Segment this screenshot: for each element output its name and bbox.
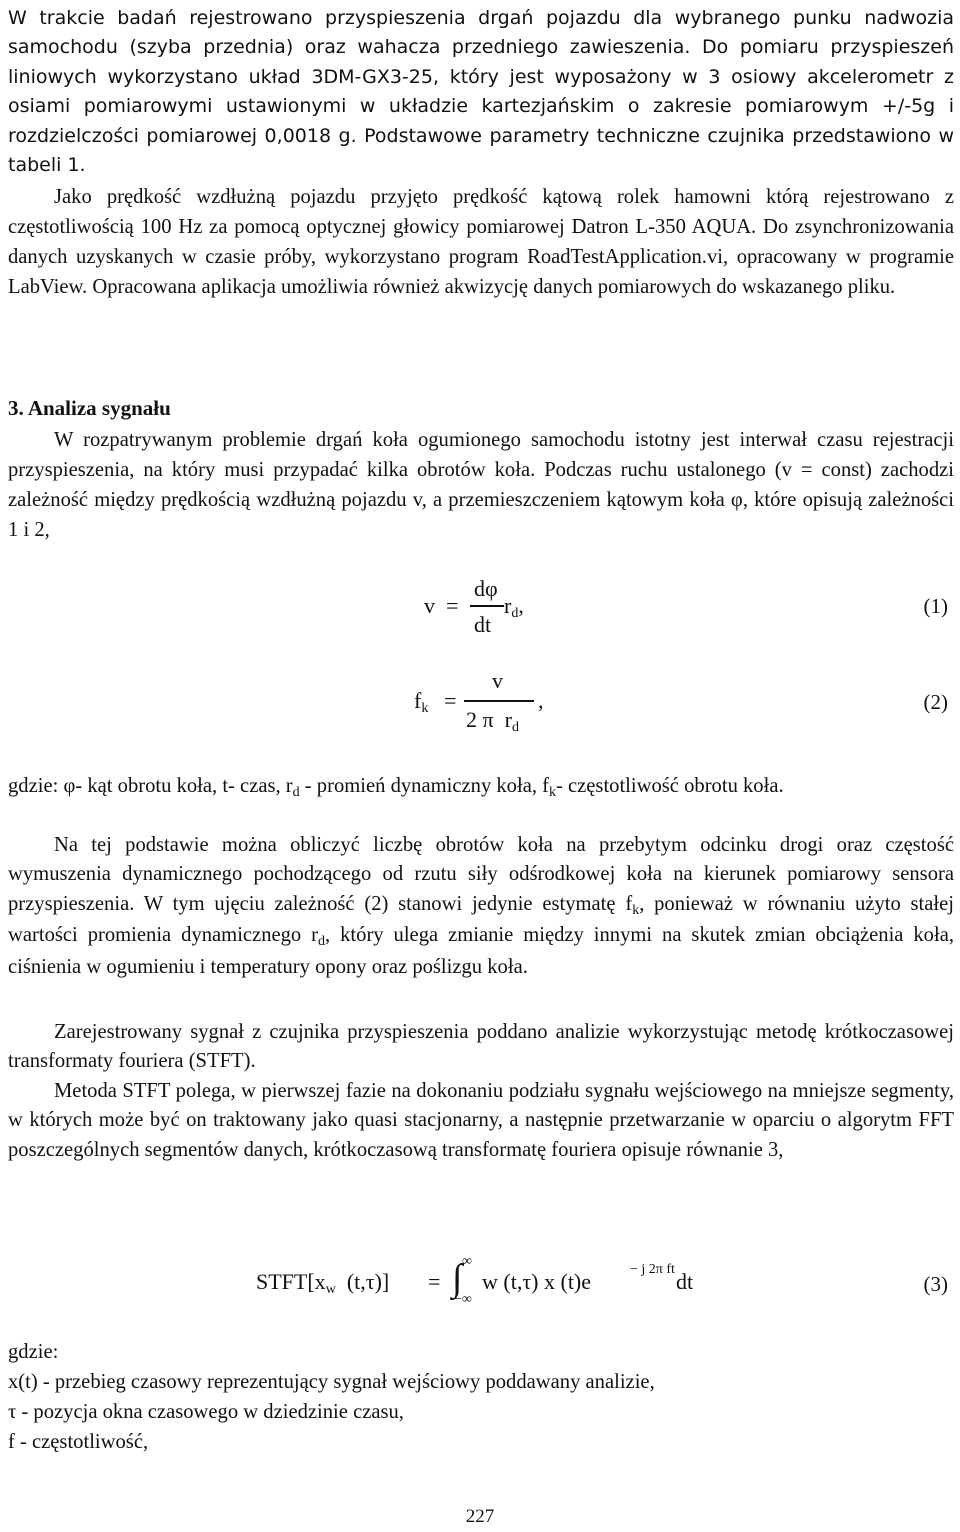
eq3-equals: =: [428, 1269, 441, 1294]
paragraph-symbol-definitions: gdzie: φ- kąt obrotu koła, t- czas, rd - promień dynamiczny koła, fk- częstotliwość obrotu koła.: [8, 775, 784, 800]
definition-f: f - częstotliwość,: [8, 1431, 149, 1453]
eq2-number: (2): [923, 690, 948, 714]
eq2-denominator: 2 π rd: [466, 707, 519, 735]
eq2-lhs: fk: [414, 688, 429, 716]
section-heading: 3. Analiza sygnału: [8, 396, 171, 420]
paragraph-signal-analysis-intro: W rozpatrywanym problemie drgań koła ogumionego samochodu istotny jest interwał czasu rejestracji przyspieszenia, na który musi przypadać kilka obrotów koła. Podczas ruchu ustalonego (v = const) zachodzi zależność między prędkością wzdłużną pojazdu v, a przemieszczeniem kątowym koła φ, które opisują zależności 1 i 2,: [8, 429, 954, 541]
paragraph-measurement-setup: W trakcie badań rejestrowano przyspieszenia drgań pojazdu dla wybranego punku nadwozia samochodu (szyba przednia) oraz wahacza przedniego zawieszenia. Do pomiaru przyspieszeń liniowych wykorzystano układ 3DM-GX3-25, który jest wyposażony w 3 osiowy akcelerometr z osiami pomiarowymi ustawionymi w układzie kartezjańskim o zakresie pomiarowym +/-5g i rozdzielczości pomiarowej 0,0018 g. Podstawowe parametry techniczne czujnika przedstawiono w tabeli 1.: [8, 7, 954, 177]
integral-sign: ∫: [452, 1257, 463, 1299]
definition-x: x(t) - przebieg czasowy reprezentujący sygnał wejściowy poddawany analizie,: [8, 1371, 655, 1393]
eq1-radius: rd,: [504, 593, 524, 621]
paragraph-stft-analysis: Zarejestrowany sygnał z czujnika przyspieszenia poddano analizie wykorzystując metodę krótkoczasowej transformaty fouriera (STFT).: [8, 1021, 954, 1073]
eq3-number: (3): [923, 1272, 948, 1296]
paragraph-estimate-discussion: Na tej podstawie można obliczyć liczbę obrotów koła na przebytym odcinku drogi oraz częstość wymuszenia dynamicznego pochodzącego od rzutu siły odśrodkowej koła na kierunek pomiarowy sensora przyspieszenia. W tym ujęciu zależność (2) stanowi jedynie estymatę fk, ponieważ w równaniu użyto stałej wartości promienia dynamicznego rd, który ulega zmianie między innymi na skutek zmian obciążenia koła, ciśnienia w ogumieniu i temperatury opony oraz poślizgu koła.: [8, 834, 954, 978]
eq3-upper-limit: ∞: [462, 1254, 472, 1269]
eq1-denominator: dt: [474, 612, 492, 637]
eq3-integrand: w (t,τ) x (t)e: [482, 1269, 592, 1294]
eq2-numerator: v: [492, 668, 503, 693]
eq3-exponent: − j 2π ft: [630, 1262, 675, 1277]
paragraph-velocity-measurement: Jako prędkość wzdłużną pojazdu przyjęto prędkość kątową rolek hamowni którą rejestrowano z częstotliwością 100 Hz za pomocą optycznej głowicy pomiarowej Datron L-350 AQUA. Do zsynchronizowania danych uzyskanych w czasie próby, wykorzystano program RoadTestApplication.vi, opracowany w programie LabView. Opracowana aplikacja umożliwia również akwizycję danych pomiarowych do wskazanego pliku.: [8, 186, 954, 298]
eq3-dt: dt: [676, 1269, 694, 1294]
eq1-lhs: v: [424, 593, 435, 618]
eq2-fraction-line: [464, 700, 534, 702]
eq3-lower-limit: −∞: [454, 1292, 472, 1307]
eq2-comma: ,: [538, 688, 544, 713]
paragraph-stft-method: Metoda STFT polega, w pierwszej fazie na dokonaniu podziału sygnału wejściowego na mniejsze segmenty, w których może być on traktowany jako quasi stacjonarny, a następnie przetwarzanie w oparciu o algorytm FFT poszczególnych segmentów danych, krótkoczasową transformatę fouriera opisuje równanie 3,: [8, 1080, 954, 1161]
eq1-equals: =: [446, 593, 459, 618]
eq1-number: (1): [923, 594, 948, 618]
eq1-fraction-line: [470, 605, 504, 607]
page-number: 227: [465, 1506, 495, 1527]
eq2-equals: =: [444, 688, 457, 713]
definition-tau: τ - pozycja okna czasowego w dziedzinie czasu,: [8, 1401, 404, 1423]
eq3-lhs: STFT[xw (t,τ)]: [256, 1269, 390, 1297]
eq1-numerator: dφ: [474, 576, 498, 601]
where-label: gdzie:: [8, 1341, 59, 1363]
